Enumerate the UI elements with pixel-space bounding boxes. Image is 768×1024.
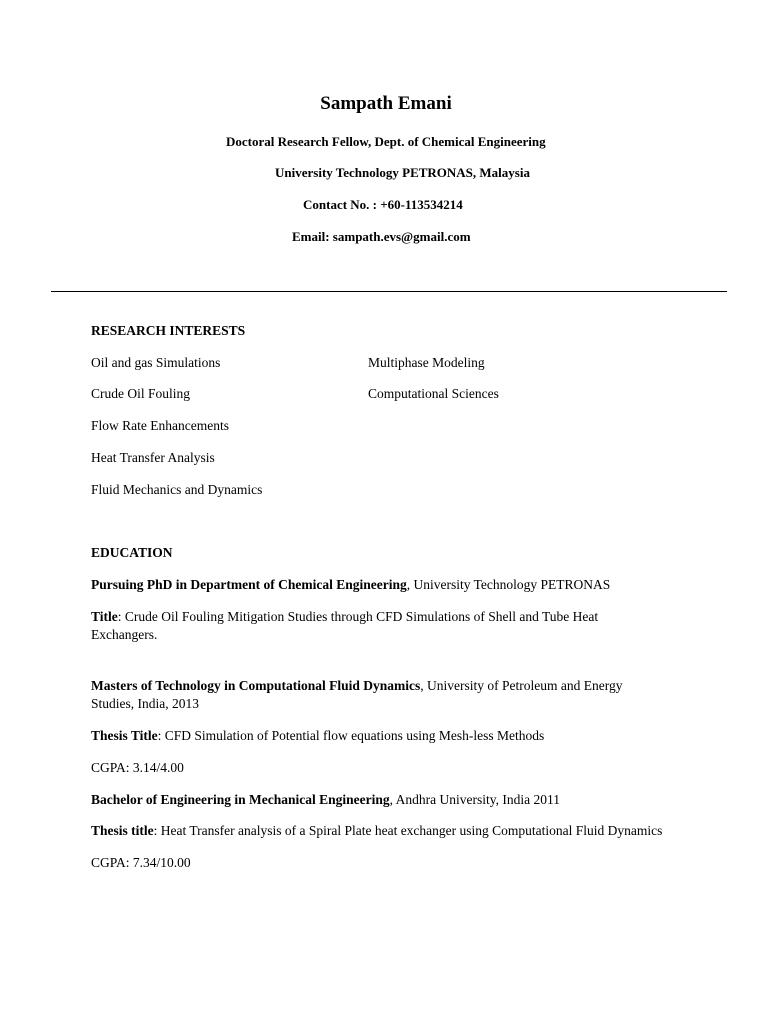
research-item: Oil and gas Simulations — [91, 355, 221, 370]
research-item: Multiphase Modeling — [368, 355, 485, 370]
research-item: Heat Transfer Analysis — [91, 450, 215, 465]
research-item: Crude Oil Fouling — [91, 386, 191, 401]
bachelor-thesis — [91, 823, 662, 839]
bachelor-thesis-label: Thesis title — [91, 823, 154, 838]
phd-entry — [91, 577, 610, 593]
phd-degree: Pursuing PhD in Department of Chemical Engineering — [91, 577, 407, 592]
masters-cgpa: CGPA: 3.14/4.00 — [91, 760, 184, 775]
bachelor-degree: Bachelor of Engineering in Mechanical Engineering — [91, 792, 390, 807]
university-line: University Technology PETRONAS, Malaysia — [275, 165, 530, 180]
research-item: Fluid Mechanics and Dynamics — [91, 482, 263, 497]
masters-thesis — [91, 728, 544, 744]
masters-thesis-label: Thesis Title — [91, 728, 158, 743]
bachelor-institution: , Andhra University, India 2011 — [389, 792, 560, 807]
phd-title-text: : Crude Oil Fouling Mitigation Studies through CFD Simulations of Shell and Tube Heat — [117, 609, 599, 624]
phd-institution: , University Technology PETRONAS — [406, 577, 611, 592]
masters-entry — [91, 678, 623, 694]
masters-institution-continuation: Studies, India, 2013 — [91, 696, 199, 711]
position-line: Doctoral Research Fellow, Dept. of Chemical Engineering — [226, 134, 546, 149]
research-item: Flow Rate Enhancements — [91, 418, 229, 433]
masters-thesis-text: : CFD Simulation of Potential flow equations using Mesh-less Methods — [157, 728, 545, 743]
research-item: Computational Sciences — [368, 386, 499, 401]
phd-title-label: Title — [91, 609, 118, 624]
phd-title — [91, 609, 598, 625]
research-interests-heading: RESEARCH INTERESTS — [91, 323, 246, 338]
bachelor-thesis-text: : Heat Transfer analysis of a Spiral Plate heat exchanger using Computational Fluid Dynamics — [153, 823, 663, 838]
masters-degree: Masters of Technology in Computational Fluid Dynamics — [91, 678, 421, 693]
masters-institution: , University of Petroleum and Energy — [420, 678, 623, 693]
bachelor-cgpa: CGPA: 7.34/10.00 — [91, 855, 191, 870]
header-divider — [51, 291, 727, 292]
email-line: Email: sampath.evs@gmail.com — [292, 229, 471, 244]
phd-title-continuation: Exchangers. — [91, 627, 158, 642]
education-heading: EDUCATION — [91, 545, 173, 560]
candidate-name: Sampath Emani — [320, 93, 452, 114]
contact-line: Contact No. : +60-113534214 — [303, 197, 463, 212]
bachelor-entry — [91, 792, 560, 808]
